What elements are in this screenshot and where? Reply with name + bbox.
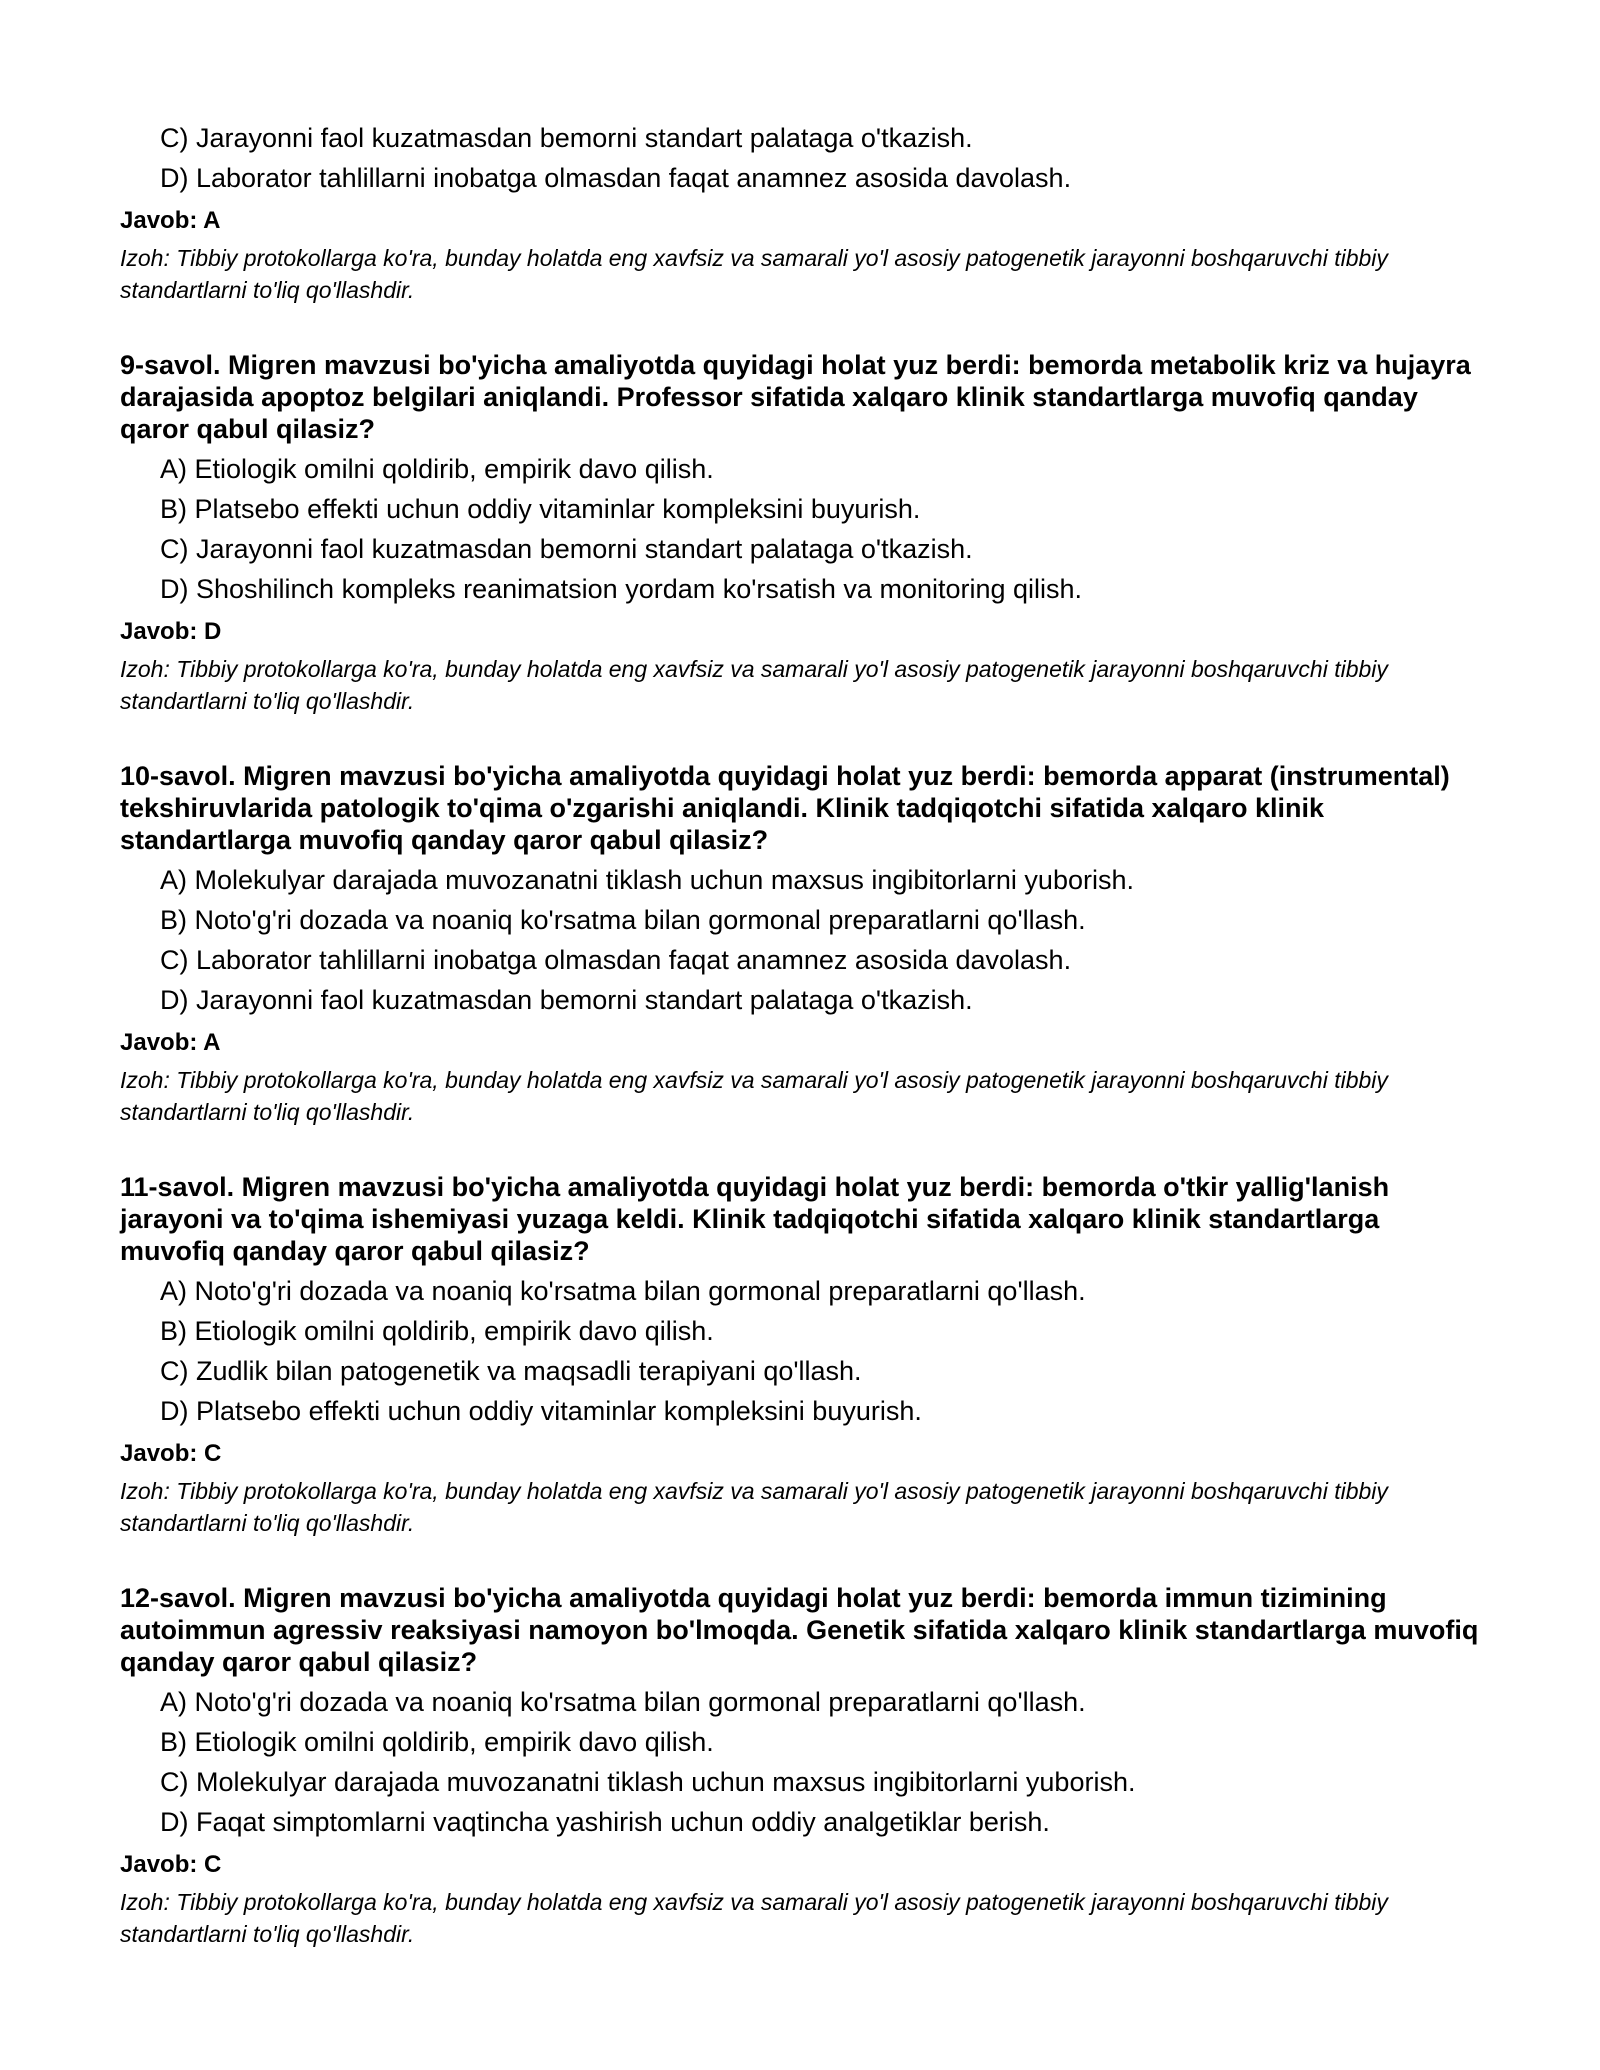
question-10 (120, 760, 1490, 1128)
option-a: A) Noto'g'ri dozada va noaniq ko'rsatma bilan gormonal preparatlarni qo'llash. (160, 1687, 1086, 1717)
answer: Javob: C (120, 1851, 222, 1878)
explanation-note: Izoh: Tibbiy protokollarga ko'ra, bunday holatda eng xavfsiz va samarali yo'l asosiy patogenetik jarayonni boshqaruvchi tibbiy standartlarni to'liq qo'llashdir. (120, 1889, 1388, 1947)
option-d: D) Jarayonni faol kuzatmasdan bemorni standart palataga o'tkazish. (160, 985, 973, 1015)
option-d: D) Faqat simptomlarni vaqtincha yashirish uchun oddiy analgetiklar berish. (160, 1807, 1050, 1837)
option-list (120, 1682, 1490, 1842)
option-c: C) Zudlik bilan patogenetik va maqsadli terapiyani qo'llash. (160, 1356, 862, 1386)
answer: Javob: D (120, 618, 222, 645)
option-d: D) Shoshilinch kompleks reanimatsion yordam ko'rsatish va monitoring qilish. (160, 574, 1083, 604)
explanation-note: Izoh: Tibbiy protokollarga ko'ra, bunday holatda eng xavfsiz va samarali yo'l asosiy patogenetik jarayonni boshqaruvchi tibbiy standartlarni to'liq qo'llashdir. (120, 656, 1388, 714)
explanation-note: Izoh: Tibbiy protokollarga ko'ra, bunday holatda eng xavfsiz va samarali yo'l asosiy patogenetik jarayonni boshqaruvchi tibbiy standartlarni to'liq qo'llashdir. (120, 1067, 1388, 1125)
question-title: 12-savol. Migren mavzusi bo'yicha amaliyotda quyidagi holat yuz berdi: bemorda immun tizimining autoimmun agressiv reaksiyasi namoyon bo'lmoqda. Genetik sifatida xalqaro klinik standartlarga muvofiq qanday qaror qabul qilasiz? (120, 1583, 1479, 1677)
option-list (120, 1271, 1490, 1431)
option-b: B) Etiologik omilni qoldirib, empirik davo qilish. (160, 1727, 714, 1757)
option-list (120, 118, 1490, 198)
question-9 (120, 349, 1490, 717)
option-a: A) Molekulyar darajada muvozanatni tiklash uchun maxsus ingibitorlarni yuborish. (160, 865, 1134, 895)
answer: Javob: C (120, 1440, 222, 1467)
explanation-note: Izoh: Tibbiy protokollarga ko'ra, bunday holatda eng xavfsiz va samarali yo'l asosiy patogenetik jarayonni boshqaruvchi tibbiy standartlarni to'liq qo'llashdir. (120, 245, 1388, 303)
option-b: B) Platsebo effekti uchun oddiy vitaminlar kompleksini buyurish. (160, 494, 921, 524)
option-c: C) Molekulyar darajada muvozanatni tiklash uchun maxsus ingibitorlarni yuborish. (160, 1767, 1136, 1797)
option-list (120, 449, 1490, 609)
option-c: C) Jarayonni faol kuzatmasdan bemorni standart palataga o'tkazish. (160, 534, 973, 564)
option-c: C) Laborator tahlillarni inobatga olmasdan faqat anamnez asosida davolash. (160, 945, 1072, 975)
option-list (120, 860, 1490, 1020)
answer: Javob: A (120, 1029, 221, 1056)
option-c: C) Jarayonni faol kuzatmasdan bemorni standart palataga o'tkazish. (160, 123, 973, 153)
option-d: D) Laborator tahlillarni inobatga olmasdan faqat anamnez asosida davolash. (160, 163, 1072, 193)
explanation-note: Izoh: Tibbiy protokollarga ko'ra, bunday holatda eng xavfsiz va samarali yo'l asosiy patogenetik jarayonni boshqaruvchi tibbiy standartlarni to'liq qo'llashdir. (120, 1478, 1388, 1536)
question-11 (120, 1171, 1490, 1539)
option-b: B) Etiologik omilni qoldirib, empirik davo qilish. (160, 1316, 714, 1346)
question-8-continuation (120, 0, 1490, 306)
option-a: A) Noto'g'ri dozada va noaniq ko'rsatma bilan gormonal preparatlarni qo'llash. (160, 1276, 1086, 1306)
question-title: 10-savol. Migren mavzusi bo'yicha amaliyotda quyidagi holat yuz berdi: bemorda apparat (instrumental) tekshiruvlarida patologik to'qima o'zgarishi aniqlandi. Klinik tadqiqotchi sifatida xalqaro klinik standartlarga muvofiq qanday qaror qabul qilasiz? (120, 761, 1450, 855)
option-a: A) Etiologik omilni qoldirib, empirik davo qilish. (160, 454, 714, 484)
option-b: B) Noto'g'ri dozada va noaniq ko'rsatma bilan gormonal preparatlarni qo'llash. (160, 905, 1086, 935)
answer: Javob: A (120, 207, 221, 234)
question-12 (120, 1582, 1490, 1950)
option-d: D) Platsebo effekti uchun oddiy vitaminlar kompleksini buyurish. (160, 1396, 922, 1426)
question-title: 9-savol. Migren mavzusi bo'yicha amaliyotda quyidagi holat yuz berdi: bemorda metabolik kriz va hujayra darajasida apoptoz belgilari aniqlandi. Professor sifatida xalqaro klinik standartlarga muvofiq qanday qaror qabul qilasiz? (120, 350, 1471, 444)
question-title: 11-savol. Migren mavzusi bo'yicha amaliyotda quyidagi holat yuz berdi: bemorda o'tkir yallig'lanish jarayoni va to'qima ishemiyasi yuzaga keldi. Klinik tadqiqotchi sifatida xalqaro klinik standartlarga muvofiq qanday qaror qabul qilasiz? (120, 1172, 1390, 1266)
